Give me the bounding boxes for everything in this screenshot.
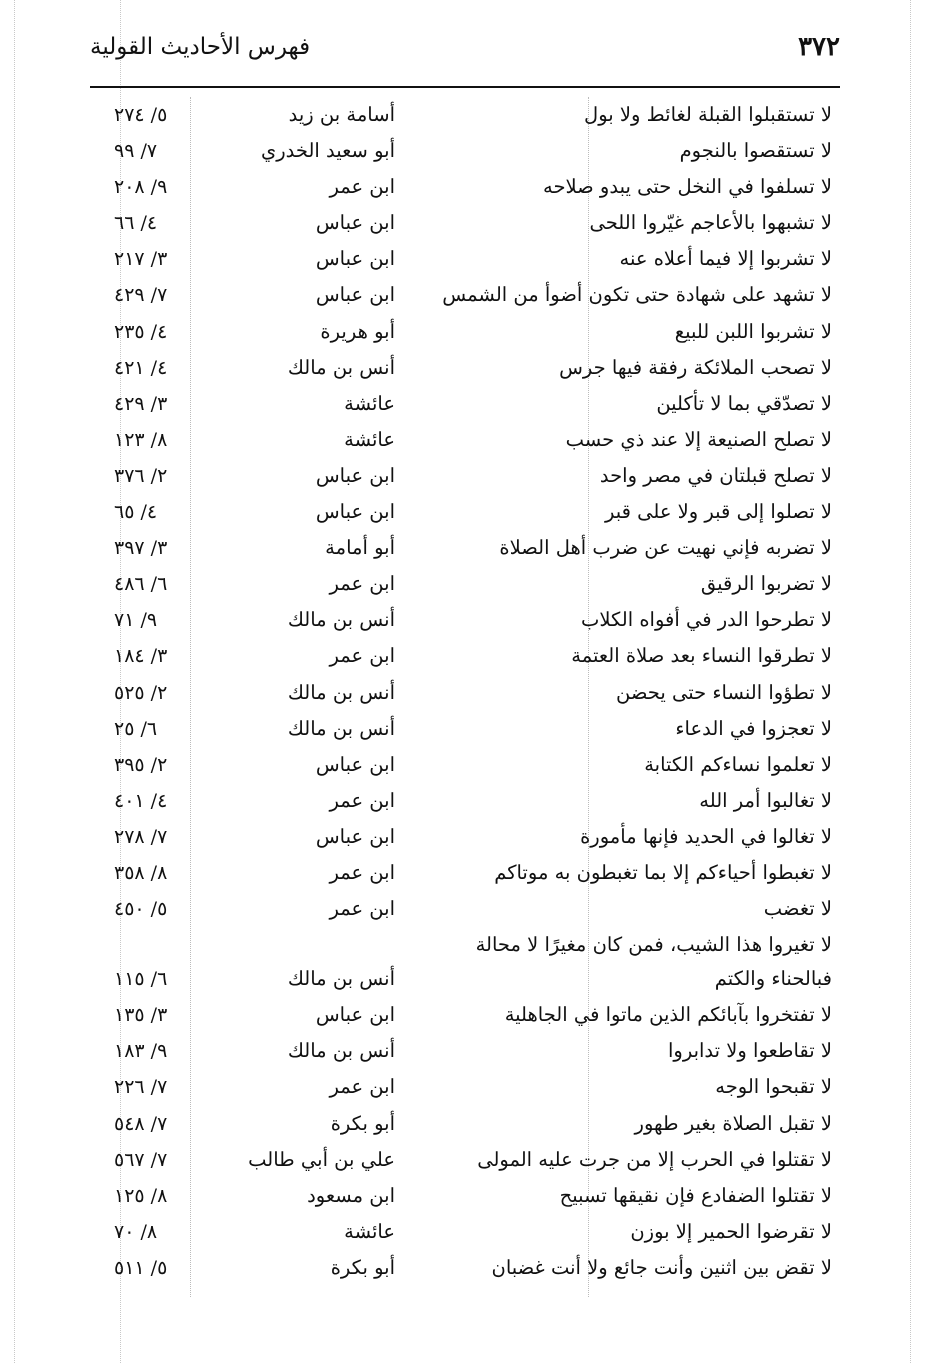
narrator-name: ابن عمر [329, 788, 395, 812]
narrator-name: أنس بن مالك [287, 967, 395, 991]
volume-page-reference: ٤/ ٢٣٥ [114, 320, 168, 343]
narrator-name: أنس بن مالك [287, 608, 395, 632]
volume-page-reference: ٤/ ٤٠١ [114, 789, 168, 812]
hadith-text: لا تعجزوا في الدعاء [675, 716, 832, 740]
hadith-text: لا تستقصوا بالنجوم [679, 139, 832, 163]
hadith-text: لا تقض بين اثنين وأنت جائع ولا أنت غضبان [491, 1255, 832, 1279]
narrator-name: ابن عمر [329, 572, 395, 596]
hadith-index-list [90, 97, 840, 1286]
hadith-text: لا تقرضوا الحمير إلا بوزن [630, 1219, 832, 1243]
index-row [90, 277, 840, 313]
narrator-name: ابن عباس [315, 824, 395, 848]
hadith-text: لا تغيروا هذا الشيب، فمن كان مغيرًا لا محالة [475, 933, 832, 957]
volume-page-reference: ٧/ ٩٩ [114, 140, 158, 163]
narrator-name: ابن عمر [329, 644, 395, 668]
narrator-name: أبو سعيد الخدري [260, 139, 395, 163]
index-row [90, 422, 840, 458]
volume-page-reference: ٨/ ١٢٥ [114, 1184, 168, 1207]
hadith-text: لا تشهد على شهادة حتى تكون أضوأ من الشمس [442, 283, 832, 307]
volume-page-reference: ٨/ ٣٥٨ [114, 861, 168, 884]
volume-page-reference: ٥/ ٥١١ [114, 1256, 168, 1279]
hadith-text: لا تشبهوا بالأعاجم غيّروا اللحى [589, 211, 832, 235]
index-row [90, 97, 840, 133]
hadith-text: لا تغالبوا أمر الله [699, 788, 832, 812]
hadith-text: لا تصدّقي بما لا تأكلين [656, 391, 832, 415]
index-row [90, 1033, 840, 1069]
volume-page-reference: ٧/ ٥٤٨ [114, 1112, 168, 1135]
narrator-name: أبو بكرة [330, 1111, 395, 1135]
index-row [90, 819, 840, 855]
hadith-text: لا تطرقوا النساء بعد صلاة العتمة [571, 644, 832, 668]
index-row [90, 566, 840, 602]
hadith-text: فبالحناء والكتم [714, 967, 832, 991]
hadith-text: لا تشربوا إلا فيما أعلاه عنه [619, 247, 832, 271]
hadith-text: لا تصلوا إلى قبر ولا على قبر [604, 500, 832, 524]
narrator-name: ابن عمر [329, 175, 395, 199]
narrator-name: أسامة بن زيد [288, 103, 395, 126]
narrator-name: ابن عمر [329, 860, 395, 884]
volume-page-reference: ٦/ ١١٥ [114, 968, 168, 991]
hadith-text: لا تقبحوا الوجه [715, 1075, 832, 1099]
index-row [90, 1106, 840, 1142]
index-row [90, 1142, 840, 1178]
narrator-name: ابن عباس [315, 500, 395, 524]
narrator-name: ابن عباس [315, 247, 395, 271]
index-row [90, 241, 840, 277]
index-row [90, 927, 840, 961]
hadith-text: لا تسلفوا في النخل حتى يبدو صلاحه [543, 175, 832, 199]
narrator-name: ابن عباس [315, 463, 395, 487]
hadith-text: لا تضربوا الرقيق [700, 572, 832, 596]
volume-page-reference: ٢/ ٣٧٦ [114, 464, 168, 487]
narrator-name: عائشة [344, 391, 395, 415]
header-rule [90, 86, 840, 88]
narrator-name: ابن عباس [315, 283, 395, 307]
hadith-text: لا تصلح الصنيعة إلا عند ذي حسب [565, 427, 832, 451]
volume-page-reference: ٧/ ٥٦٧ [114, 1148, 168, 1171]
narrator-name: أبو أمامة [325, 536, 395, 560]
hadith-text: لا تقتلوا الضفادع فإن نقيقها تسبيح [559, 1183, 832, 1207]
narrator-name: ابن عباس [315, 752, 395, 776]
hadith-text: لا تطؤوا النساء حتى يحضن [616, 680, 832, 704]
hadith-text: لا تغبطوا أحياءكم إلا بما تغبطون به موتاكم [494, 860, 832, 884]
index-row [90, 1214, 840, 1250]
hadith-text: لا تشربوا اللبن للبيع [674, 319, 832, 343]
volume-page-reference: ٤/ ٦٦ [114, 212, 158, 235]
hadith-text: لا تفتخروا بآبائكم الذين ماتوا في الجاهلية [504, 1003, 832, 1027]
volume-page-reference: ٤/ ٤٢١ [114, 356, 168, 379]
running-title: فهرس الأحاديث القولية [90, 34, 311, 60]
volume-page-reference: ٨/ ٧٠ [114, 1220, 158, 1243]
scan-artifact-line [14, 0, 15, 1363]
volume-page-reference: ٣/ ٤٢٩ [114, 392, 168, 415]
narrator-name: ابن عباس [315, 211, 395, 235]
index-row [90, 711, 840, 747]
volume-page-reference: ٧/ ٢٢٦ [114, 1076, 168, 1099]
index-row [90, 386, 840, 422]
index-row [90, 783, 840, 819]
narrator-name: ابن مسعود [307, 1183, 395, 1207]
hadith-text: لا تطرحوا الدر في أفواه الكلاب [581, 608, 832, 632]
hadith-text: لا تصحب الملائكة رفقة فيها جرس [559, 355, 832, 379]
narrator-name: عائشة [344, 1219, 395, 1243]
index-row [90, 675, 840, 711]
narrator-name: أبو بكرة [330, 1255, 395, 1279]
volume-page-reference: ٩/ ٢٠٨ [114, 176, 168, 199]
narrator-name: علي بن أبي طالب [248, 1147, 395, 1171]
volume-page-reference: ٨/ ١٢٣ [114, 428, 168, 451]
volume-page-reference: ٥/ ٤٥٠ [114, 898, 168, 921]
index-row [90, 530, 840, 566]
narrator-name: ابن عباس [315, 1003, 395, 1027]
narrator-name: أنس بن مالك [287, 1039, 395, 1063]
index-row [90, 855, 840, 891]
hadith-text: لا تقاطعوا ولا تدابروا [667, 1039, 832, 1063]
volume-page-reference: ٣/ ١٣٥ [114, 1004, 168, 1027]
hadith-text: لا تغالوا في الحديد فإنها مأمورة [580, 824, 832, 848]
volume-page-reference: ٥/ ٢٧٤ [114, 104, 168, 126]
volume-page-reference: ٧/ ٢٧٨ [114, 825, 168, 848]
index-row [90, 458, 840, 494]
index-row [90, 314, 840, 350]
hadith-text: لا تغضب [763, 897, 832, 921]
volume-page-reference: ٣/ ٢١٧ [114, 248, 168, 271]
narrator-name: أنس بن مالك [287, 716, 395, 740]
narrator-name: أنس بن مالك [287, 680, 395, 704]
volume-page-reference: ٩/ ١٨٣ [114, 1040, 168, 1063]
volume-page-reference: ٩/ ٧١ [114, 609, 158, 632]
volume-page-reference: ٢/ ٥٢٥ [114, 681, 168, 704]
hadith-text: لا تصلح قبلتان في مصر واحد [599, 463, 832, 487]
narrator-name: أبو هريرة [320, 319, 395, 343]
narrator-name: أنس بن مالك [287, 355, 395, 379]
index-row [90, 169, 840, 205]
index-row [90, 997, 840, 1033]
volume-page-reference: ٧/ ٤٢٩ [114, 284, 168, 307]
index-row [90, 1250, 840, 1286]
hadith-text: لا تستقبلوا القبلة لغائط ولا بول [584, 103, 832, 126]
index-row [90, 1178, 840, 1214]
index-row [90, 205, 840, 241]
index-row [90, 494, 840, 530]
index-row [90, 133, 840, 169]
volume-page-reference: ٤/ ٦٥ [114, 501, 158, 524]
volume-page-reference: ٦/ ٢٥ [114, 717, 158, 740]
hadith-text: لا تقتلوا في الحرب إلا من جرت عليه المولى [477, 1147, 832, 1171]
page-header [90, 30, 840, 70]
volume-page-reference: ٣/ ٣٩٧ [114, 537, 168, 560]
scan-artifact-line [910, 0, 911, 1363]
page-number: ٣٧٢ [798, 32, 840, 62]
narrator-name: ابن عمر [329, 897, 395, 921]
index-row [90, 638, 840, 674]
volume-page-reference: ٦/ ٤٨٦ [114, 573, 168, 596]
hadith-text: لا تعلموا نساءكم الكتابة [644, 752, 832, 776]
index-row [90, 747, 840, 783]
narrator-name: ابن عمر [329, 1075, 395, 1099]
index-row [90, 961, 840, 997]
index-row [90, 1069, 840, 1105]
hadith-text: لا تضربه فإني نهيت عن ضرب أهل الصلاة [499, 536, 832, 560]
index-row [90, 602, 840, 638]
narrator-name: عائشة [344, 427, 395, 451]
index-row [90, 350, 840, 386]
index-row [90, 891, 840, 927]
volume-page-reference: ٣/ ١٨٤ [114, 645, 168, 668]
volume-page-reference: ٢/ ٣٩٥ [114, 753, 168, 776]
hadith-text: لا تقبل الصلاة بغير طهور [634, 1111, 832, 1135]
